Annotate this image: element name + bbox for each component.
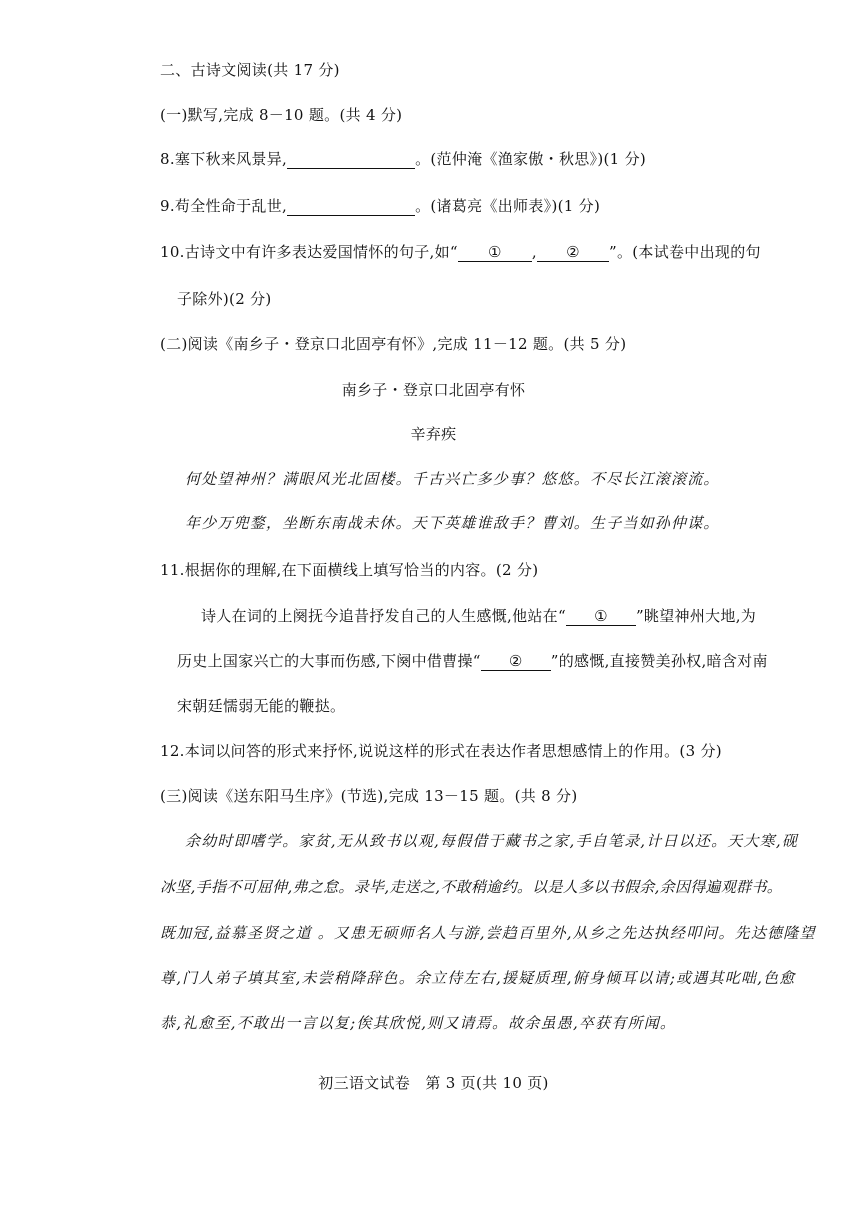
part3-heading: (三)阅读《送东阳马生序》(节选),完成 13－15 题。(共 8 分) bbox=[160, 787, 578, 805]
question-11-line-2 bbox=[177, 654, 768, 671]
question-10 bbox=[160, 245, 761, 262]
passage-line-5: 恭,礼愈至,不敢出一言以复;俟其欣悦,则又请焉。故余虽愚,卒获有所闻。 bbox=[160, 1014, 677, 1032]
q9-answer-blank[interactable] bbox=[287, 199, 415, 216]
q9-prompt: 9.苟全性命于乱世, bbox=[160, 197, 288, 215]
q11-text-2: 历史上国家兴亡的大事而伤感,下阕中借曹操“ bbox=[177, 652, 481, 670]
q8-prompt: 8.塞下秋来风景异, bbox=[160, 150, 288, 168]
q10-separator: , bbox=[531, 243, 537, 261]
q11-blank-1[interactable]: ① bbox=[566, 609, 636, 626]
question-11-line-1 bbox=[201, 609, 756, 626]
passage-line-2: 冰坚,手指不可屈伸,弗之怠。录毕,走送之,不敢稍逾约。以是人多以书假余,余因得遍观群书。 bbox=[160, 878, 783, 896]
q8-source: 。(范仲淹《渔家傲・秋思》)(1 分) bbox=[415, 150, 647, 168]
q11-blank-2[interactable]: ② bbox=[481, 654, 551, 671]
q10-blank-2[interactable]: ② bbox=[537, 245, 609, 262]
question-9 bbox=[160, 199, 600, 216]
poem-title: 南乡子・登京口北固亭有怀 bbox=[341, 381, 526, 399]
passage-line-1: 余幼时即嗜学。家贫,无从致书以观,每假借于藏书之家,手自笔录,计日以还。天大寒,砚 bbox=[185, 832, 799, 850]
q11-text-1b: ”眺望神州大地,为 bbox=[635, 607, 757, 625]
poem-line-2: 年少万兜鍪，坐断东南战未休。天下英雄谁敌手？曹刘。生子当如孙仲谋。 bbox=[185, 514, 720, 532]
question-12: 12.本词以问答的形式来抒怀,说说这样的形式在表达作者思想感情上的作用。(3 分) bbox=[160, 742, 722, 760]
q9-source: 。(诸葛亮《出师表》)(1 分) bbox=[415, 197, 601, 215]
question-8 bbox=[160, 152, 646, 169]
page-footer: 初三语文试卷 第 3 页(共 10 页) bbox=[318, 1074, 549, 1092]
question-11-line-3: 宋朝廷懦弱无能的鞭挞。 bbox=[177, 697, 346, 715]
part2-heading: (二)阅读《南乡子・登京口北固亭有怀》,完成 11－12 题。(共 5 分) bbox=[160, 335, 627, 353]
poem-author: 辛弃疾 bbox=[410, 425, 457, 443]
section-heading: 二、古诗文阅读(共 17 分) bbox=[160, 61, 340, 79]
question-11-stem: 11.根据你的理解,在下面横线上填写恰当的内容。(2 分) bbox=[160, 561, 539, 579]
q8-answer-blank[interactable] bbox=[287, 152, 415, 169]
question-10-continued: 子除外)(2 分) bbox=[177, 290, 272, 308]
part1-heading: (一)默写,完成 8－10 题。(共 4 分) bbox=[160, 106, 403, 124]
q10-note: ”。(本试卷中出现的句 bbox=[608, 243, 761, 261]
passage-line-3: 既加冠,益慕圣贤之道 。又患无硕师名人与游,尝趋百里外,从乡之先达执经叩问。先达德隆望 bbox=[160, 924, 816, 942]
q10-blank-1[interactable]: ① bbox=[458, 245, 532, 262]
q11-text-2b: ”的感慨,直接赞美孙权,暗含对南 bbox=[550, 652, 768, 670]
q10-prompt: 10.古诗文中有许多表达爱国情怀的句子,如“ bbox=[160, 243, 458, 261]
q11-text-1: 诗人在词的上阕抚今追昔抒发自己的人生感慨,他站在“ bbox=[201, 607, 566, 625]
poem-line-1: 何处望神州？满眼风光北固楼。千古兴亡多少事？悠悠。不尽长江滚滚流。 bbox=[185, 470, 720, 488]
passage-line-4: 尊,门人弟子填其室,未尝稍降辞色。余立侍左右,援疑质理,俯身倾耳以请;或遇其叱咄,色愈 bbox=[160, 969, 796, 987]
